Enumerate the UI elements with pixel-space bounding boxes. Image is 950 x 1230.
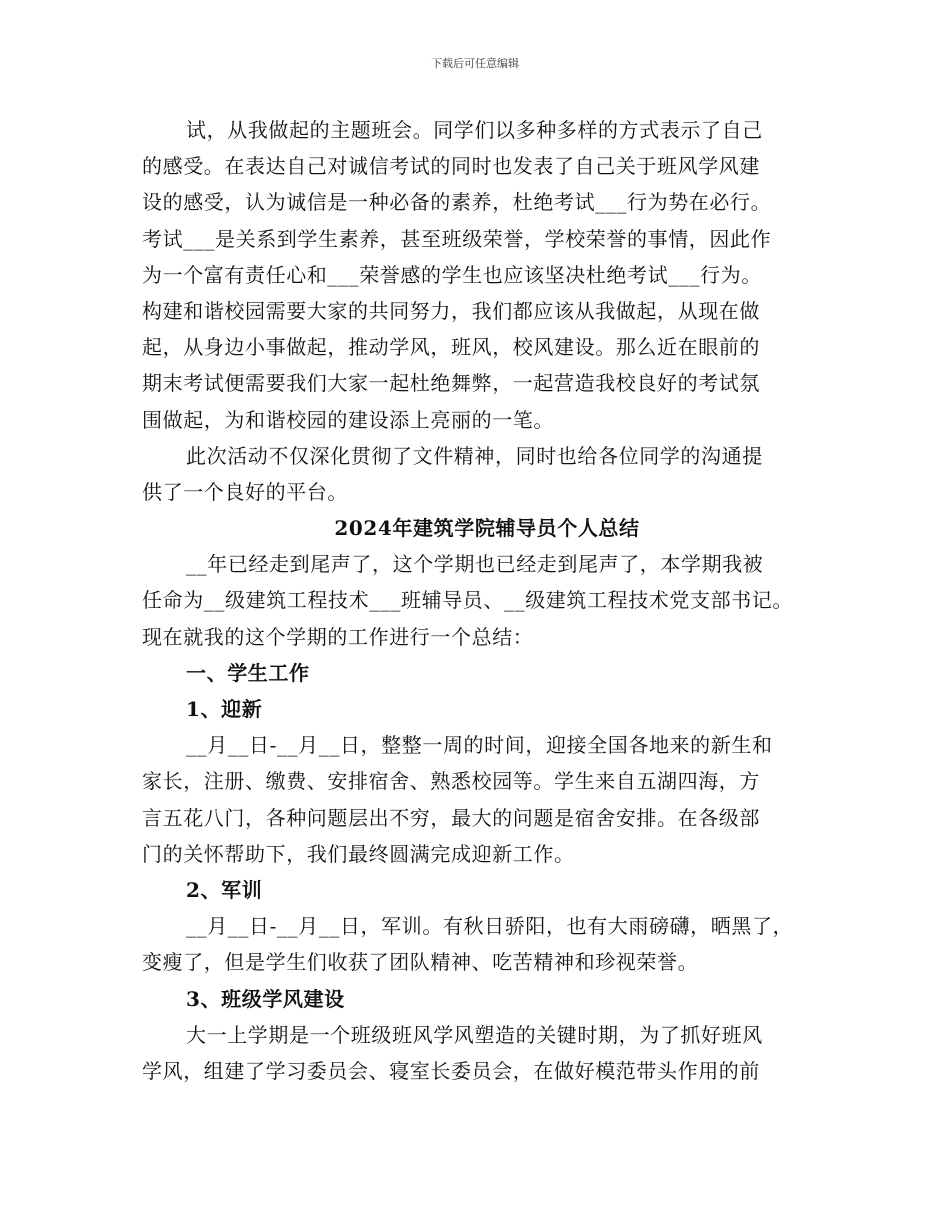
page-header-note: 下载后可任意编辑 bbox=[431, 57, 519, 70]
section-heading: 一、学生工作 bbox=[186, 660, 310, 685]
section-heading: 2、军训 bbox=[186, 877, 263, 902]
paragraph-line: __月__日-__月__日，军训。有秋日骄阳，也有大雨磅礴，晒黑了， bbox=[186, 914, 794, 939]
paragraph-line: __月__日-__月__日，整整一周的时间，迎接全国各地来的新生和 bbox=[186, 733, 773, 758]
document-title: 2024年建筑学院辅导员个人总结 bbox=[334, 516, 640, 541]
paragraph-line: 围做起，为和谐校园的建设添上亮丽的一笔。 bbox=[142, 407, 554, 432]
paragraph-line: 学风，组建了学习委员会、寝室长委员会，在做好模范带头作用的前 bbox=[142, 1058, 760, 1083]
paragraph-line: 期末考试便需要我们大家一起杜绝舞弊，一起营造我校良好的考试氛 bbox=[142, 371, 760, 396]
paragraph-line: 起，从身边小事做起，推动学风，班风，校风建设。那么近在眼前的 bbox=[142, 335, 760, 360]
section-heading: 1、迎新 bbox=[186, 697, 263, 721]
paragraph-line: 为一个富有责任心和___荣誉感的学生也应该坚决杜绝考试___行为。 bbox=[142, 262, 762, 287]
paragraph-line: 门的关怀帮助下，我们最终圆满完成迎新工作。 bbox=[142, 841, 575, 866]
paragraph-line: 试，从我做起的主题班会。同学们以多种多样的方式表示了自己 bbox=[186, 118, 763, 142]
paragraph-line: 任命为__级建筑工程技术___班辅导员、__级建筑工程技术党支部书记。 bbox=[142, 588, 793, 613]
paragraph-line: 言五花八门，各种问题层出不穷，最大的问题是宿舍安排。在各级部 bbox=[142, 805, 760, 830]
paragraph-line: 的感受。在表达自己对诚信考试的同时也发表了自己关于班风学风建 bbox=[142, 154, 760, 179]
paragraph-line: __年已经走到尾声了，这个学期也已经走到尾声了，本学期我被 bbox=[186, 552, 764, 577]
paragraph-line: 大一上学期是一个班级班风学风塑造的关键时期，为了抓好班风 bbox=[186, 1022, 763, 1047]
paragraph-line: 考试___是关系到学生素养，甚至班级荣誉，学校荣誉的事情，因此作 bbox=[142, 226, 772, 251]
paragraph-line: 此次活动不仅深化贯彻了文件精神，同时也给各位同学的沟通提 bbox=[186, 443, 763, 468]
paragraph-line: 现在就我的这个学期的工作进行一个总结： bbox=[142, 624, 534, 649]
paragraph-line: 构建和谐校园需要大家的共同努力，我们都应该从我做起，从现在做 bbox=[142, 298, 760, 323]
paragraph-line: 供了一个良好的平台。 bbox=[142, 479, 348, 504]
section-heading: 3、班级学风建设 bbox=[186, 986, 345, 1011]
document-body bbox=[142, 112, 832, 1089]
paragraph-line: 变瘦了，但是学生们收获了团队精神、吃苦精神和珍视荣誉。 bbox=[142, 950, 699, 975]
paragraph-line: 家长，注册、缴费、安排宿舍、熟悉校园等。学生来自五湖四海，方 bbox=[142, 769, 760, 794]
paragraph-line: 设的感受，认为诚信是一种必备的素养，杜绝考试___行为势在必行。 bbox=[142, 190, 772, 215]
